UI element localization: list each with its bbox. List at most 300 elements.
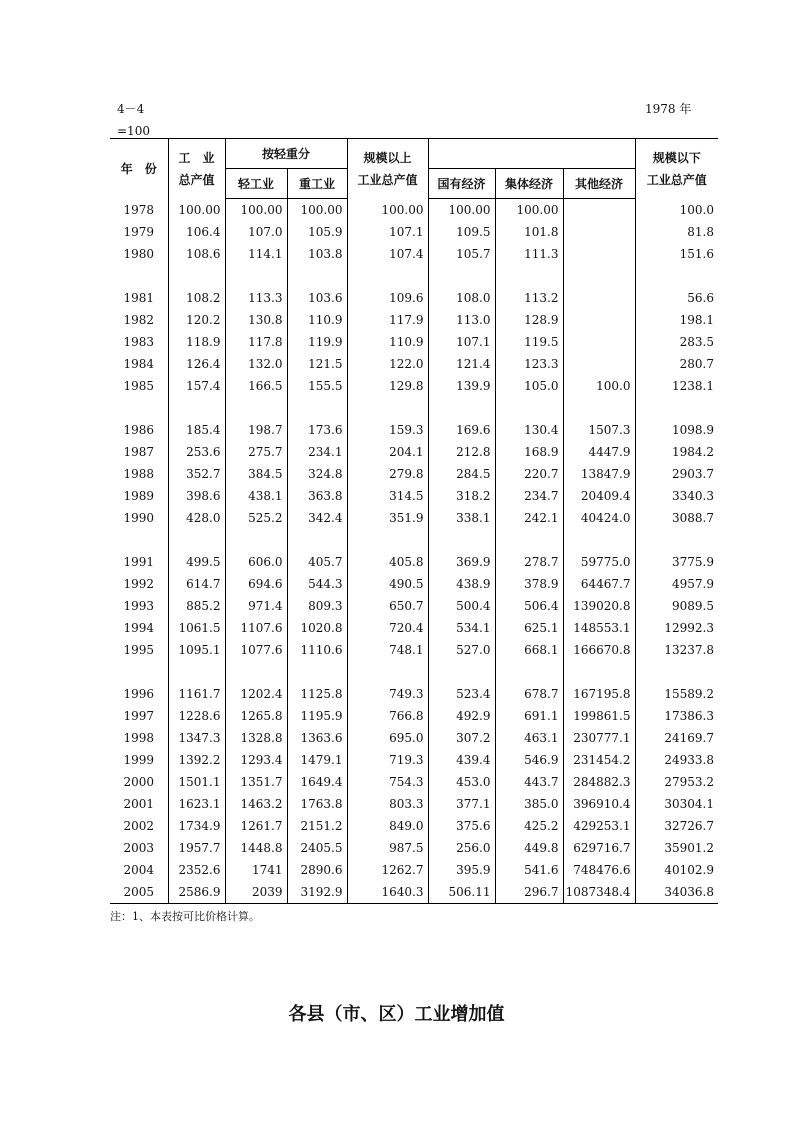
cell-collective: 506.4: [495, 595, 563, 617]
cell-collective: 220.7: [495, 463, 563, 485]
cell-light: 438.1: [225, 485, 287, 507]
cell-heavy: 3192.9: [287, 881, 347, 904]
spacer-cell: [225, 661, 287, 683]
cell-light: 1265.8: [225, 705, 287, 727]
cell-year: 2003: [123, 841, 155, 855]
table-row: [110, 595, 718, 617]
cell-below: 24933.8: [635, 749, 718, 771]
cell-heavy: 119.9: [287, 331, 347, 353]
cell-other: 64467.7: [563, 573, 635, 595]
cell-other: 231454.2: [563, 749, 635, 771]
cell-heavy: 121.5: [287, 353, 347, 375]
cell-heavy: 405.7: [287, 551, 347, 573]
cell-collective: 385.0: [495, 793, 563, 815]
spacer-cell: [287, 529, 347, 551]
cell-heavy: 110.9: [287, 309, 347, 331]
cell-collective: 168.9: [495, 441, 563, 463]
cell-light: 606.0: [225, 551, 287, 573]
table-spacer-row: [110, 529, 718, 551]
cell-state: 534.1: [428, 617, 495, 639]
cell-below: 1238.1: [635, 375, 718, 397]
cell-below: 27953.2: [635, 771, 718, 793]
spacer-cell: [635, 529, 718, 551]
cell-year: 1997: [123, 709, 155, 723]
cell-other: [563, 309, 635, 331]
table-row: [110, 749, 718, 771]
cell-other: 40424.0: [563, 507, 635, 529]
table-row: [110, 331, 718, 353]
cell-year: 1996: [123, 687, 155, 701]
cell-light: 132.0: [225, 353, 287, 375]
cell-other: 100.0: [563, 375, 635, 397]
table-row: [110, 683, 718, 705]
spacer-cell: [168, 529, 225, 551]
table-body: [110, 199, 718, 904]
cell-above: 100.00: [347, 199, 428, 222]
cell-collective: 625.1: [495, 617, 563, 639]
cell-light: 525.2: [225, 507, 287, 529]
cell-other: [563, 331, 635, 353]
cell-state: 438.9: [428, 573, 495, 595]
cell-collective: 130.4: [495, 419, 563, 441]
cell-light: 694.6: [225, 573, 287, 595]
cell-year: 1988: [123, 467, 155, 481]
cell-year: 2001: [123, 797, 155, 811]
spacer-cell: [168, 397, 225, 419]
cell-above: 1640.3: [347, 881, 428, 904]
cell-below: 24169.7: [635, 727, 718, 749]
table-row: [110, 485, 718, 507]
col-above-line1: 规模以上: [363, 150, 412, 165]
col-below: [635, 139, 718, 199]
cell-heavy: 100.00: [287, 199, 347, 222]
cell-state: 113.0: [428, 309, 495, 331]
cell-year: 1987: [123, 445, 155, 459]
cell-state: 108.0: [428, 287, 495, 309]
cell-other: 748476.6: [563, 859, 635, 881]
cell-gross: 1228.6: [168, 705, 225, 727]
table-row: [110, 463, 718, 485]
cell-collective: 242.1: [495, 507, 563, 529]
col-state: 国有经济: [428, 169, 495, 199]
cell-gross: 398.6: [168, 485, 225, 507]
cell-below: 2903.7: [635, 463, 718, 485]
cell-collective: 128.9: [495, 309, 563, 331]
col-heavy: 重工业: [287, 169, 347, 199]
cell-above: 122.0: [347, 353, 428, 375]
cell-heavy: 324.8: [287, 463, 347, 485]
cell-below: 81.8: [635, 221, 718, 243]
cell-light: 2039: [225, 881, 287, 904]
base-year-label: 1978 年: [645, 102, 692, 116]
cell-other: 230777.1: [563, 727, 635, 749]
cell-below: 1984.2: [635, 441, 718, 463]
cell-below: 17386.3: [635, 705, 718, 727]
spacer-cell: [563, 397, 635, 419]
cell-gross: 157.4: [168, 375, 225, 397]
cell-above: 204.1: [347, 441, 428, 463]
cell-other: [563, 287, 635, 309]
cell-year: 1978: [123, 202, 155, 217]
cell-other: [563, 353, 635, 375]
cell-gross: 106.4: [168, 221, 225, 243]
cell-state: 284.5: [428, 463, 495, 485]
table-row: [110, 837, 718, 859]
spacer-cell: [495, 529, 563, 551]
cell-gross: 614.7: [168, 573, 225, 595]
table-row: [110, 705, 718, 727]
cell-state: 523.4: [428, 683, 495, 705]
spacer-cell: [287, 397, 347, 419]
cell-gross: 108.2: [168, 287, 225, 309]
cell-below: 30304.1: [635, 793, 718, 815]
cell-year: 1989: [123, 489, 155, 503]
cell-above: 748.1: [347, 639, 428, 661]
cell-state: 169.6: [428, 419, 495, 441]
cell-light: 971.4: [225, 595, 287, 617]
cell-below: 40102.9: [635, 859, 718, 881]
spacer-cell: [563, 529, 635, 551]
col-above-line2: 工业总产值: [357, 172, 418, 187]
cell-light: 1261.7: [225, 815, 287, 837]
cell-below: 283.5: [635, 331, 718, 353]
cell-state: 109.5: [428, 221, 495, 243]
cell-below: 35901.2: [635, 837, 718, 859]
spacer-cell: [110, 397, 168, 419]
cell-light: 1107.6: [225, 617, 287, 639]
cell-year: 1999: [123, 753, 155, 767]
cell-below: 12992.3: [635, 617, 718, 639]
cell-other: 139020.8: [563, 595, 635, 617]
cell-year: 1991: [123, 555, 155, 569]
cell-gross: 120.2: [168, 309, 225, 331]
spacer-cell: [563, 265, 635, 287]
cell-gross: 1095.1: [168, 639, 225, 661]
col-collective: 集体经济: [495, 169, 563, 199]
spacer-cell: [168, 265, 225, 287]
cell-collective: 378.9: [495, 573, 563, 595]
spacer-cell: [635, 265, 718, 287]
cell-other: [563, 221, 635, 243]
cell-collective: 546.9: [495, 749, 563, 771]
table-row: [110, 793, 718, 815]
table-row: [110, 573, 718, 595]
cell-below: 34036.8: [635, 881, 718, 904]
cell-below: 1098.9: [635, 419, 718, 441]
cell-light: 198.7: [225, 419, 287, 441]
table-row: [110, 881, 718, 904]
cell-gross: 1501.1: [168, 771, 225, 793]
cell-other: 629716.7: [563, 837, 635, 859]
cell-below: 9089.5: [635, 595, 718, 617]
cell-below: 32726.7: [635, 815, 718, 837]
cell-collective: 296.7: [495, 881, 563, 904]
cell-light: 113.3: [225, 287, 287, 309]
cell-other: 4447.9: [563, 441, 635, 463]
cell-collective: 691.1: [495, 705, 563, 727]
cell-above: 754.3: [347, 771, 428, 793]
cell-above: 117.9: [347, 309, 428, 331]
cell-other: 20409.4: [563, 485, 635, 507]
cell-gross: 499.5: [168, 551, 225, 573]
cell-below: 13237.8: [635, 639, 718, 661]
table-row: [110, 727, 718, 749]
cell-collective: 111.3: [495, 243, 563, 265]
cell-collective: 425.2: [495, 815, 563, 837]
cell-state: 375.6: [428, 815, 495, 837]
cell-year: 2002: [123, 819, 155, 833]
cell-other: 396910.4: [563, 793, 635, 815]
cell-light: 130.8: [225, 309, 287, 331]
spacer-cell: [428, 397, 495, 419]
cell-other: [563, 243, 635, 265]
cell-other: [563, 199, 635, 222]
cell-state: 212.8: [428, 441, 495, 463]
cell-heavy: 1020.8: [287, 617, 347, 639]
table-row: [110, 199, 718, 222]
spacer-cell: [225, 529, 287, 551]
cell-heavy: 544.3: [287, 573, 347, 595]
table-note: 注：1、本表按可比价格计算。: [110, 910, 260, 923]
table-row: [110, 353, 718, 375]
spacer-cell: [428, 661, 495, 683]
cell-gross: 126.4: [168, 353, 225, 375]
table-caption: [117, 98, 150, 142]
col-above: [347, 139, 428, 199]
spacer-cell: [495, 265, 563, 287]
spacer-cell: [347, 397, 428, 419]
table-row: [110, 309, 718, 331]
cell-light: 1463.2: [225, 793, 287, 815]
cell-gross: 108.6: [168, 243, 225, 265]
spacer-cell: [347, 265, 428, 287]
cell-light: 117.8: [225, 331, 287, 353]
cell-gross: 352.7: [168, 463, 225, 485]
cell-heavy: 1649.4: [287, 771, 347, 793]
spacer-cell: [225, 265, 287, 287]
cell-gross: 1161.7: [168, 683, 225, 705]
cell-above: 405.8: [347, 551, 428, 573]
table-spacer-row: [110, 265, 718, 287]
cell-light: 1741: [225, 859, 287, 881]
col-year: 年 份: [110, 139, 168, 199]
cell-other: 199861.5: [563, 705, 635, 727]
cell-below: 100.0: [635, 199, 718, 222]
cell-light: 114.1: [225, 243, 287, 265]
cell-state: 500.4: [428, 595, 495, 617]
cell-heavy: 342.4: [287, 507, 347, 529]
cell-above: 803.3: [347, 793, 428, 815]
table-row: [110, 617, 718, 639]
cell-light: 384.5: [225, 463, 287, 485]
cell-gross: 2586.9: [168, 881, 225, 904]
cell-above: 650.7: [347, 595, 428, 617]
cell-light: 275.7: [225, 441, 287, 463]
table-row: [110, 859, 718, 881]
spacer-cell: [225, 397, 287, 419]
cell-other: 284882.3: [563, 771, 635, 793]
spacer-cell: [635, 661, 718, 683]
cell-above: 849.0: [347, 815, 428, 837]
table-row: [110, 419, 718, 441]
cell-heavy: 103.8: [287, 243, 347, 265]
cell-heavy: 2405.5: [287, 837, 347, 859]
table-spacer-row: [110, 661, 718, 683]
cell-below: 15589.2: [635, 683, 718, 705]
cell-above: 1262.7: [347, 859, 428, 881]
cell-above: 720.4: [347, 617, 428, 639]
cell-light: 1328.8: [225, 727, 287, 749]
table-row: [110, 287, 718, 309]
cell-light: 100.00: [225, 199, 287, 222]
cell-heavy: 105.9: [287, 221, 347, 243]
cell-year: 1983: [123, 335, 155, 349]
cell-other: 166670.8: [563, 639, 635, 661]
table-row: [110, 221, 718, 243]
cell-above: 987.5: [347, 837, 428, 859]
cell-gross: 1623.1: [168, 793, 225, 815]
cell-year: 2005: [110, 881, 168, 904]
cell-collective: 541.6: [495, 859, 563, 881]
col-gross: [168, 139, 225, 199]
table-row: [110, 243, 718, 265]
cell-state: 256.0: [428, 837, 495, 859]
cell-year: 1979: [123, 225, 155, 239]
cell-state: 318.2: [428, 485, 495, 507]
cell-other: 167195.8: [563, 683, 635, 705]
cell-other: 1087348.4: [563, 881, 635, 904]
cell-below: 3775.9: [635, 551, 718, 573]
spacer-cell: [563, 661, 635, 683]
cell-gross: 1347.3: [168, 727, 225, 749]
cell-collective: 278.7: [495, 551, 563, 573]
cell-below: 151.6: [635, 243, 718, 265]
cell-gross: 428.0: [168, 507, 225, 529]
base-value: =100: [117, 124, 150, 138]
table-row: [110, 639, 718, 661]
table-row: [110, 551, 718, 573]
cell-gross: 1392.2: [168, 749, 225, 771]
cell-gross: 885.2: [168, 595, 225, 617]
cell-year: 1980: [123, 247, 155, 261]
cell-heavy: 1110.6: [287, 639, 347, 661]
cell-state: 338.1: [428, 507, 495, 529]
cell-state: 369.9: [428, 551, 495, 573]
industrial-index-table: [110, 138, 718, 904]
cell-collective: 463.1: [495, 727, 563, 749]
cell-light: 1293.4: [225, 749, 287, 771]
cell-above: 490.5: [347, 573, 428, 595]
cell-year: 2004: [123, 863, 155, 877]
cell-below: 3088.7: [635, 507, 718, 529]
cell-gross: 1957.7: [168, 837, 225, 859]
cell-above: 766.8: [347, 705, 428, 727]
cell-state: 139.9: [428, 375, 495, 397]
spacer-cell: [347, 529, 428, 551]
cell-year: 2000: [123, 775, 155, 789]
cell-state: 453.0: [428, 771, 495, 793]
table-row: [110, 815, 718, 837]
spacer-cell: [495, 397, 563, 419]
cell-state: 527.0: [428, 639, 495, 661]
cell-heavy: 155.5: [287, 375, 347, 397]
cell-heavy: 173.6: [287, 419, 347, 441]
cell-heavy: 1195.9: [287, 705, 347, 727]
cell-above: 314.5: [347, 485, 428, 507]
cell-collective: 234.7: [495, 485, 563, 507]
cell-heavy: 363.8: [287, 485, 347, 507]
cell-below: 280.7: [635, 353, 718, 375]
col-ownership-group: [428, 139, 635, 169]
spacer-cell: [287, 265, 347, 287]
table-row: [110, 771, 718, 793]
col-by-type: 按轻重分: [225, 139, 347, 169]
cell-below: 198.1: [635, 309, 718, 331]
cell-above: 695.0: [347, 727, 428, 749]
cell-collective: 668.1: [495, 639, 563, 661]
cell-gross: 118.9: [168, 331, 225, 353]
cell-above: 749.3: [347, 683, 428, 705]
cell-light: 1448.8: [225, 837, 287, 859]
col-light: 轻工业: [225, 169, 287, 199]
cell-below: 3340.3: [635, 485, 718, 507]
spacer-cell: [495, 661, 563, 683]
spacer-cell: [428, 265, 495, 287]
cell-above: 719.3: [347, 749, 428, 771]
cell-above: 109.6: [347, 287, 428, 309]
spacer-cell: [347, 661, 428, 683]
col-below-line2: 工业总产值: [646, 172, 707, 187]
cell-light: 107.0: [225, 221, 287, 243]
cell-heavy: 234.1: [287, 441, 347, 463]
table-row: [110, 375, 718, 397]
cell-light: 1202.4: [225, 683, 287, 705]
table-spacer-row: [110, 397, 718, 419]
cell-heavy: 809.3: [287, 595, 347, 617]
table-row: [110, 507, 718, 529]
cell-above: 279.8: [347, 463, 428, 485]
table-row: [110, 441, 718, 463]
cell-state: 105.7: [428, 243, 495, 265]
cell-year: 1986: [123, 423, 155, 437]
cell-below: 56.6: [635, 287, 718, 309]
cell-heavy: 1479.1: [287, 749, 347, 771]
cell-other: 1507.3: [563, 419, 635, 441]
cell-gross: 185.4: [168, 419, 225, 441]
cell-heavy: 1125.8: [287, 683, 347, 705]
spacer-cell: [110, 265, 168, 287]
cell-other: 148553.1: [563, 617, 635, 639]
cell-above: 351.9: [347, 507, 428, 529]
cell-year: 1994: [123, 621, 155, 635]
cell-above: 110.9: [347, 331, 428, 353]
cell-state: 395.9: [428, 859, 495, 881]
cell-year: 1981: [123, 291, 155, 305]
cell-year: 1982: [123, 313, 155, 327]
cell-other: 429253.1: [563, 815, 635, 837]
cell-collective: 449.8: [495, 837, 563, 859]
spacer-cell: [635, 397, 718, 419]
cell-gross: 1061.5: [168, 617, 225, 639]
cell-heavy: 1363.6: [287, 727, 347, 749]
cell-year: 1992: [123, 577, 155, 591]
cell-year: 1993: [123, 599, 155, 613]
cell-collective: 443.7: [495, 771, 563, 793]
cell-collective: 123.3: [495, 353, 563, 375]
cell-above: 159.3: [347, 419, 428, 441]
cell-state: 307.2: [428, 727, 495, 749]
cell-gross: 253.6: [168, 441, 225, 463]
